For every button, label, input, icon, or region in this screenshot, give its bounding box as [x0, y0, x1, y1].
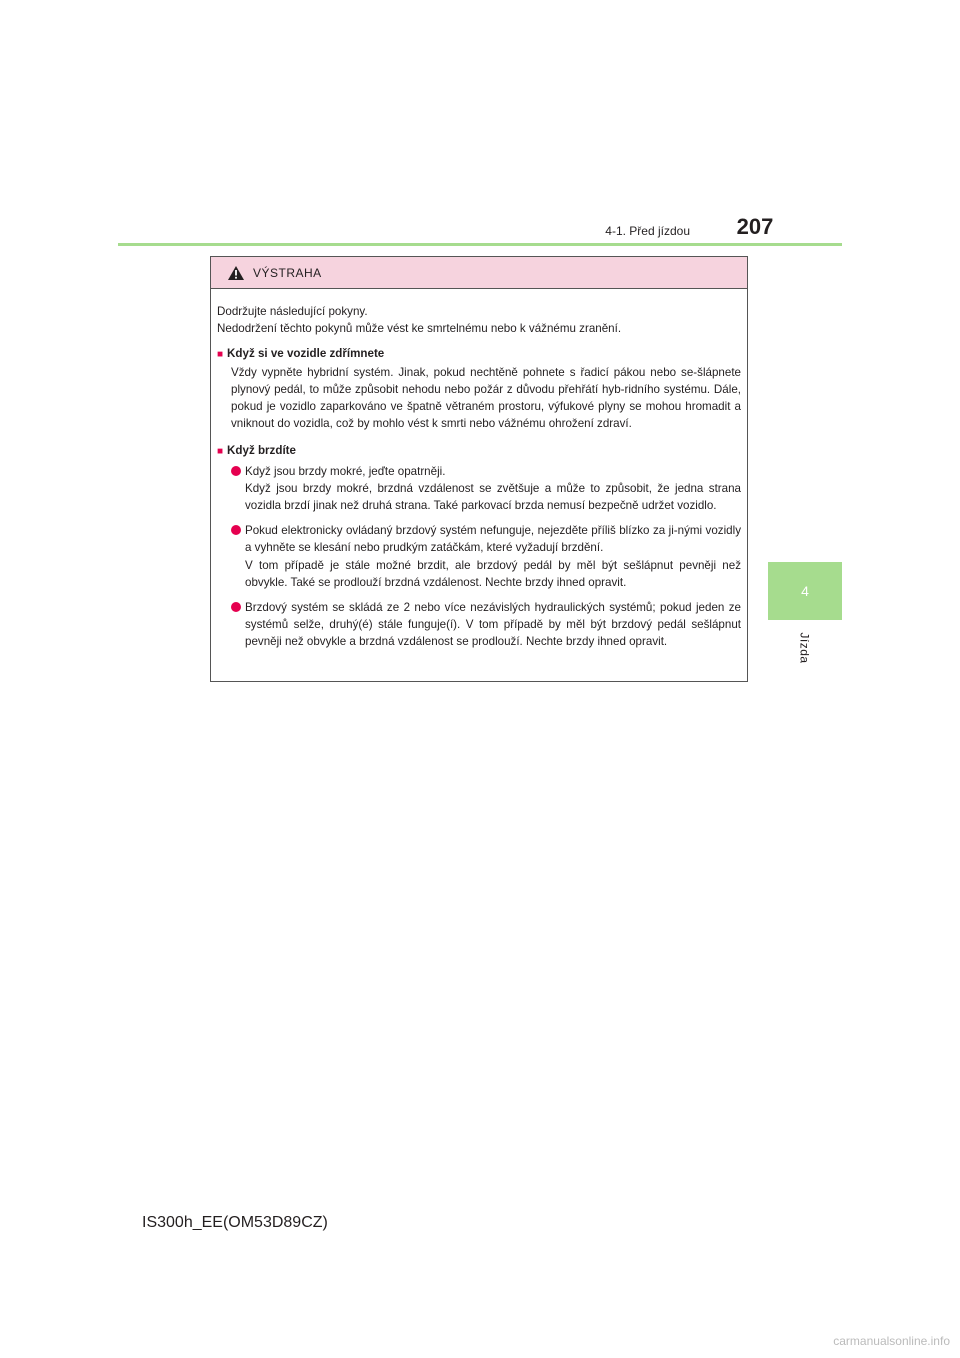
- chapter-label: Jízda: [798, 632, 812, 664]
- square-bullet-icon: ■: [217, 446, 224, 458]
- chapter-tab: [768, 562, 842, 620]
- list-item-text: [245, 463, 741, 515]
- model-code: IS300h_EE(OM53D89CZ): [142, 1214, 328, 1231]
- list-item-line: Pokud elektronicky ovládaný brzdový systém nefunguje, nejezděte příliš blízko za ji-nými vozidly a vyhněte se klesání nebo prudkým zatáčkám, které vyžadují brzdění.: [245, 524, 741, 555]
- section-heading-text: Když si ve vozidle zdřímnete: [227, 347, 385, 361]
- section-heading-text: Když brzdíte: [227, 444, 296, 458]
- warning-title: VÝSTRAHA: [253, 265, 322, 280]
- list-item: [217, 599, 741, 651]
- square-bullet-icon: ■: [217, 349, 224, 361]
- list-item-text: [245, 599, 741, 651]
- list-item-text: [245, 522, 741, 591]
- chapter-label-wrap: [768, 628, 842, 668]
- section-heading: [217, 345, 741, 363]
- round-bullet-icon: [231, 466, 241, 476]
- list-item: [217, 522, 741, 591]
- list-item-line: Když jsou brzdy mokré, jeďte opatrněji.: [245, 464, 446, 478]
- warning-header: [211, 257, 747, 289]
- page-number: 207: [736, 214, 774, 239]
- list-item: [217, 463, 741, 515]
- warning-triangle-icon: [227, 265, 245, 281]
- section-title: 4-1. Před jízdou: [605, 224, 690, 238]
- intro-line: Dodržujte následující pokyny.: [217, 305, 368, 318]
- warning-body: [211, 289, 747, 651]
- section-text: Vždy vypněte hybridní systém. Jinak, pokud nechtěně pohnete s řadicí pákou nebo se-šlápnete plynový pedál, to může způsobit nehodu nebo požár z důvodu přehřátí hyb-ridního systému. Dále, pokud je vozidlo zaparkováno ve špatně větraném prostoru, výfukové plyny se mohou hromadit a vniknout do vozidla, což by mohlo vést k smrti nebo vážnému ohrožení zdraví.: [231, 365, 741, 431]
- list-item-line: Brzdový systém se skládá ze 2 nebo více nezávislých hydraulických systémů; pokud jeden ze systémů selže, druhý(é) stále funguje(í). V tom případě by měl být brzdový pedál sešlápnut pevněji než obvykle a brzdná vzdálenost se prodlouží. Nechte brzdy ihned opravit.: [245, 601, 741, 649]
- section-heading: [217, 442, 741, 460]
- round-bullet-icon: [231, 602, 241, 612]
- warning-box: [210, 256, 748, 682]
- chapter-number: 4: [801, 583, 809, 599]
- list-item-line: Když jsou brzdy mokré, brzdná vzdálenost se zvětšuje a může to způsobit, že jedna strana vozidla brzdí jinak než druhá strana. Také parkovací brzda nemusí bezpečně udržet vozidlo.: [245, 481, 741, 513]
- watermark: carmanualsonline.info: [833, 1334, 950, 1348]
- header-divider: [118, 243, 842, 246]
- round-bullet-icon: [231, 525, 241, 535]
- list-item-line: V tom případě je stále možné brzdit, ale brzdový pedál by měl být sešlápnut pevněji než obvykle. Také se prodlouží brzdná vzdálenost. Nechte brzdy ihned opravit.: [245, 558, 741, 589]
- intro-line: Nedodržení těchto pokynů může vést ke smrtelnému nebo k vážnému zranění.: [217, 322, 622, 336]
